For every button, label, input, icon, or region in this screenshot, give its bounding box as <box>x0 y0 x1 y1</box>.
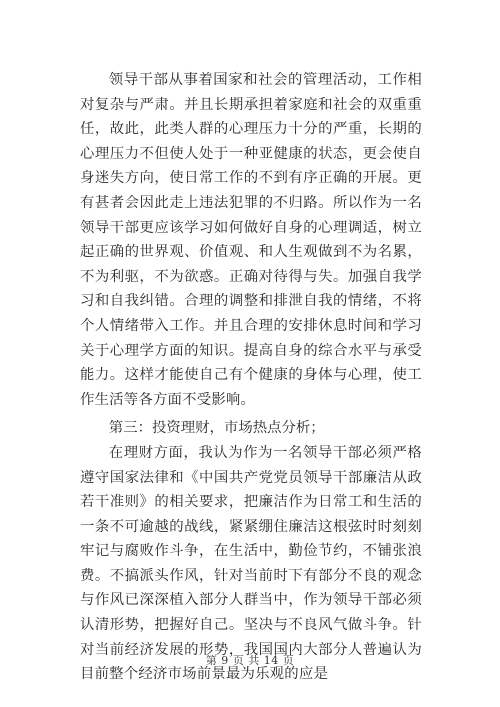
document-body <box>80 68 422 687</box>
page-number-footer: 第 9 页 共 14 页 <box>205 654 295 667</box>
section-heading-investment: 第三：投资理财，市场热点分析； <box>108 420 325 437</box>
paragraph-financial-management: 在理财方面，我认为作为一名领导干部必须严格遵守国家法律和《中国共产党党员领导干部廉洁从政若干准则》的相关要求，把廉洁作为日常工和生活的一条不可逾越的战线，紧紧绷住廉洁这根弦时时刻刻牢记与腐败作斗争，在生活中，勤俭节约，不铺张浪费。不搞派头作风，针对当前时下有部分不良的观念与作风已深深植入部分人群当中，作为领导干部必须认清形势，把握好自己。坚决与不良风气做斗争。针对当前经济发展的形势，我国国内大部分人普遍认为目前整个经济市场前景最为乐观的应是 <box>80 444 422 683</box>
paragraph-mental-health: 领导干部从事着国家和社会的管理活动，工作相对复杂与严肃。并且长期承担着家庭和社会的双重重任，故此，此类人群的心理压力十分的严重，长期的心理压力不但使人处于一种亚健康的状态，更会使自身迷失方向，使日常工作的不到有序正确的开展。更有甚者会因此走上违法犯罪的不归路。所以作为一名领导干部更应该学习如何做好自身的心理调适，树立起正确的世界观、价值观、和人生观做到不为名累，不为利驱，不为欲惑。正确对待得与失。加强自我学习和自我纠错。合理的调整和排泄自我的情绪，不将个人情绪带入工作。并且合理的安排休息时间和学习关于心理学方面的知识。提高自身的综合水平与承受能力。这样才能使自己有个健康的身体与心理，使工作生活等各方面不受影响。 <box>80 72 422 408</box>
